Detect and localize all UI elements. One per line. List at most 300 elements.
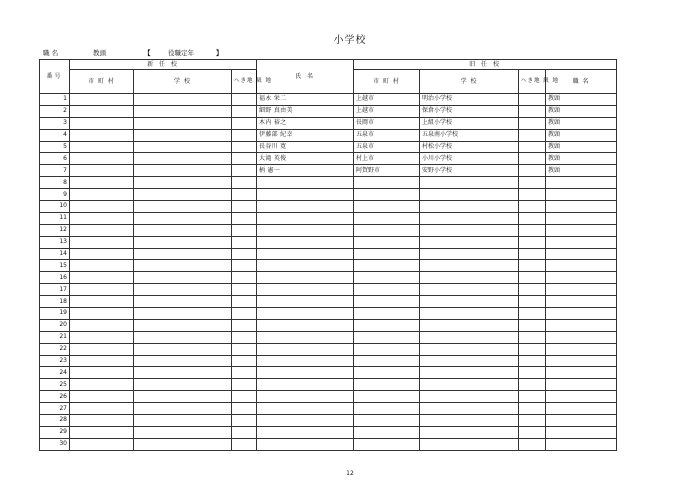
old-school-cell	[420, 391, 519, 403]
old-position-cell	[546, 438, 617, 450]
old-remote-cell	[519, 355, 546, 367]
new-city-cell	[70, 224, 134, 236]
row-number: 18	[40, 296, 70, 308]
old-city-cell	[354, 177, 420, 189]
new-city-cell	[70, 308, 134, 320]
row-number: 25	[40, 379, 70, 391]
row-number: 19	[40, 308, 70, 320]
page-title: 小学校	[333, 35, 367, 46]
header-old-group: 旧 任 校	[354, 60, 617, 70]
new-remote-cell	[232, 343, 257, 355]
old-position-cell	[546, 379, 617, 391]
old-remote-cell	[519, 391, 546, 403]
old-city-cell	[354, 415, 420, 427]
old-position-cell	[546, 224, 617, 236]
name-cell	[257, 403, 354, 415]
bracket-close: 】	[216, 49, 223, 57]
old-city-cell	[354, 260, 420, 272]
header-old-city: 市 町 村	[354, 70, 420, 94]
new-remote-cell	[232, 141, 257, 153]
old-position-cell	[546, 403, 617, 415]
table-row	[40, 296, 617, 308]
table-row	[40, 343, 617, 355]
new-remote-cell	[232, 379, 257, 391]
new-city-cell	[70, 189, 134, 201]
new-remote-cell	[232, 426, 257, 438]
old-school-cell	[420, 177, 519, 189]
old-school-cell: 上組小学校	[420, 117, 519, 129]
old-remote-cell	[519, 331, 546, 343]
new-remote-cell	[232, 153, 257, 165]
new-city-cell	[70, 438, 134, 450]
new-city-cell	[70, 201, 134, 213]
name-cell	[257, 391, 354, 403]
old-city-cell	[354, 272, 420, 284]
row-number: 5	[40, 141, 70, 153]
old-position-cell	[546, 260, 617, 272]
name-cell: 木内 裕之	[257, 117, 354, 129]
row-number: 2	[40, 105, 70, 117]
new-remote-cell	[232, 165, 257, 177]
old-city-cell	[354, 355, 420, 367]
old-school-cell	[420, 403, 519, 415]
name-cell	[257, 343, 354, 355]
name-cell: 柄 憲一	[257, 165, 354, 177]
old-remote-cell	[519, 426, 546, 438]
old-position-cell	[546, 177, 617, 189]
name-cell	[257, 272, 354, 284]
table-row	[40, 272, 617, 284]
old-remote-cell	[519, 415, 546, 427]
old-remote-cell	[519, 129, 546, 141]
table-row	[40, 212, 617, 224]
new-city-cell	[70, 94, 134, 106]
new-school-cell	[134, 94, 232, 106]
old-school-cell	[420, 272, 519, 284]
row-number: 20	[40, 319, 70, 331]
old-position-cell	[546, 426, 617, 438]
table-row	[40, 331, 617, 343]
old-school-cell	[420, 367, 519, 379]
old-position-cell	[546, 391, 617, 403]
old-remote-cell	[519, 224, 546, 236]
new-school-cell	[134, 355, 232, 367]
table-row	[40, 355, 617, 367]
old-position-cell	[546, 284, 617, 296]
old-remote-cell	[519, 308, 546, 320]
old-school-cell: 安野小学校	[420, 165, 519, 177]
old-city-cell	[354, 212, 420, 224]
old-school-cell: 明治小学校	[420, 94, 519, 106]
new-school-cell	[134, 212, 232, 224]
old-position-cell	[546, 367, 617, 379]
new-remote-cell	[232, 319, 257, 331]
old-remote-cell	[519, 117, 546, 129]
new-remote-cell	[232, 415, 257, 427]
new-remote-cell	[232, 438, 257, 450]
new-remote-cell	[232, 355, 257, 367]
new-city-cell	[70, 331, 134, 343]
old-position-cell: 教頭	[546, 165, 617, 177]
old-city-cell: 五泉市	[354, 129, 420, 141]
old-city-cell	[354, 284, 420, 296]
old-remote-cell	[519, 165, 546, 177]
old-position-cell	[546, 201, 617, 213]
new-school-cell	[134, 153, 232, 165]
page-number: 12	[346, 470, 354, 477]
row-number: 9	[40, 189, 70, 201]
new-remote-cell	[232, 260, 257, 272]
new-remote-cell	[232, 129, 257, 141]
old-city-cell: 上越市	[354, 105, 420, 117]
new-city-cell	[70, 141, 134, 153]
table-row	[40, 153, 617, 165]
table-row	[40, 308, 617, 320]
old-remote-cell	[519, 438, 546, 450]
old-position-cell: 教頭	[546, 105, 617, 117]
new-school-cell	[134, 224, 232, 236]
position-value: 教頭	[93, 49, 106, 57]
old-school-cell	[420, 355, 519, 367]
new-city-cell	[70, 284, 134, 296]
old-position-cell: 教頭	[546, 153, 617, 165]
old-remote-cell	[519, 236, 546, 248]
old-position-cell	[546, 272, 617, 284]
new-city-cell	[70, 236, 134, 248]
table-row	[40, 177, 617, 189]
row-number: 27	[40, 403, 70, 415]
new-city-cell	[70, 260, 134, 272]
old-school-cell: 村松小学校	[420, 141, 519, 153]
table-row	[40, 367, 617, 379]
old-position-cell: 教頭	[546, 94, 617, 106]
row-number: 22	[40, 343, 70, 355]
new-school-cell	[134, 331, 232, 343]
table-row	[40, 94, 617, 106]
old-position-cell	[546, 248, 617, 260]
new-school-cell	[134, 391, 232, 403]
new-city-cell	[70, 165, 134, 177]
new-remote-cell	[232, 272, 257, 284]
old-school-cell	[420, 284, 519, 296]
name-cell	[257, 331, 354, 343]
new-remote-cell	[232, 117, 257, 129]
old-city-cell	[354, 319, 420, 331]
header-old-remote: へき地 級 地	[519, 70, 546, 94]
old-city-cell	[354, 379, 420, 391]
new-school-cell	[134, 248, 232, 260]
old-school-cell	[420, 415, 519, 427]
old-remote-cell	[519, 296, 546, 308]
new-city-cell	[70, 272, 134, 284]
header-new-school: 学 校	[134, 70, 232, 94]
table-row	[40, 379, 617, 391]
new-school-cell	[134, 117, 232, 129]
old-position-cell	[546, 212, 617, 224]
name-cell	[257, 224, 354, 236]
name-cell	[257, 296, 354, 308]
new-remote-cell	[232, 391, 257, 403]
new-city-cell	[70, 105, 134, 117]
row-number: 17	[40, 284, 70, 296]
old-position-cell	[546, 415, 617, 427]
old-city-cell: 上越市	[354, 94, 420, 106]
old-remote-cell	[519, 212, 546, 224]
new-remote-cell	[232, 177, 257, 189]
new-school-cell	[134, 319, 232, 331]
new-school-cell	[134, 308, 232, 320]
old-city-cell	[354, 296, 420, 308]
name-cell	[257, 367, 354, 379]
row-number: 29	[40, 426, 70, 438]
position-label: 職 名	[43, 49, 59, 57]
new-remote-cell	[232, 189, 257, 201]
old-city-cell	[354, 224, 420, 236]
old-school-cell	[420, 438, 519, 450]
name-cell	[257, 212, 354, 224]
new-school-cell	[134, 201, 232, 213]
new-school-cell	[134, 296, 232, 308]
table-row	[40, 165, 617, 177]
old-remote-cell	[519, 403, 546, 415]
new-remote-cell	[232, 248, 257, 260]
table-row	[40, 201, 617, 213]
old-school-cell	[420, 379, 519, 391]
name-cell	[257, 236, 354, 248]
new-remote-cell	[232, 296, 257, 308]
old-city-cell	[354, 367, 420, 379]
new-school-cell	[134, 415, 232, 427]
new-school-cell	[134, 189, 232, 201]
old-position-cell	[546, 319, 617, 331]
table-row	[40, 260, 617, 272]
transfer-table	[39, 59, 617, 451]
new-remote-cell	[232, 94, 257, 106]
old-school-cell	[420, 296, 519, 308]
new-city-cell	[70, 129, 134, 141]
new-city-cell	[70, 426, 134, 438]
old-remote-cell	[519, 343, 546, 355]
name-cell	[257, 177, 354, 189]
old-remote-cell	[519, 94, 546, 106]
old-city-cell	[354, 343, 420, 355]
table-row	[40, 391, 617, 403]
new-city-cell	[70, 212, 134, 224]
new-remote-cell	[232, 331, 257, 343]
new-remote-cell	[232, 367, 257, 379]
header-no: 番号	[40, 60, 70, 94]
old-position-cell	[546, 189, 617, 201]
table-row	[40, 236, 617, 248]
table-row	[40, 224, 617, 236]
old-position-cell	[546, 296, 617, 308]
old-city-cell	[354, 201, 420, 213]
old-remote-cell	[519, 272, 546, 284]
new-city-cell	[70, 403, 134, 415]
new-school-cell	[134, 129, 232, 141]
row-number: 24	[40, 367, 70, 379]
new-city-cell	[70, 248, 134, 260]
table-row	[40, 415, 617, 427]
old-school-cell	[420, 189, 519, 201]
table-row	[40, 284, 617, 296]
new-remote-cell	[232, 224, 257, 236]
name-cell	[257, 319, 354, 331]
old-school-cell	[420, 260, 519, 272]
new-city-cell	[70, 355, 134, 367]
header-name: 氏 名	[257, 60, 354, 94]
row-number: 26	[40, 391, 70, 403]
new-remote-cell	[232, 308, 257, 320]
new-city-cell	[70, 367, 134, 379]
old-city-cell	[354, 438, 420, 450]
name-cell	[257, 426, 354, 438]
old-school-cell	[420, 319, 519, 331]
old-school-cell	[420, 331, 519, 343]
table-row	[40, 117, 617, 129]
old-remote-cell	[519, 284, 546, 296]
row-number: 14	[40, 248, 70, 260]
header-old-school: 学 校	[420, 70, 519, 94]
row-number: 13	[40, 236, 70, 248]
table-row	[40, 403, 617, 415]
row-number: 4	[40, 129, 70, 141]
table-row	[40, 248, 617, 260]
table-row	[40, 189, 617, 201]
new-city-cell	[70, 343, 134, 355]
row-number: 7	[40, 165, 70, 177]
old-city-cell: 村上市	[354, 153, 420, 165]
row-number: 23	[40, 355, 70, 367]
new-school-cell	[134, 367, 232, 379]
old-school-cell	[420, 236, 519, 248]
name-cell: 大滝 英俊	[257, 153, 354, 165]
new-school-cell	[134, 438, 232, 450]
new-remote-cell	[232, 105, 257, 117]
new-remote-cell	[232, 284, 257, 296]
old-city-cell: 長岡市	[354, 117, 420, 129]
name-cell	[257, 415, 354, 427]
new-city-cell	[70, 391, 134, 403]
name-cell	[257, 201, 354, 213]
name-cell: 福永 栄二	[257, 94, 354, 106]
table-row	[40, 319, 617, 331]
new-school-cell	[134, 165, 232, 177]
new-city-cell	[70, 153, 134, 165]
old-position-cell: 教頭	[546, 117, 617, 129]
old-position-cell: 教頭	[546, 129, 617, 141]
row-number: 6	[40, 153, 70, 165]
old-city-cell: 五泉市	[354, 141, 420, 153]
bracket-open: 【	[144, 49, 151, 57]
old-school-cell	[420, 308, 519, 320]
row-number: 1	[40, 94, 70, 106]
new-school-cell	[134, 343, 232, 355]
old-position-cell	[546, 343, 617, 355]
table-row	[40, 426, 617, 438]
old-school-cell	[420, 248, 519, 260]
row-number: 12	[40, 224, 70, 236]
old-city-cell	[354, 331, 420, 343]
new-remote-cell	[232, 236, 257, 248]
old-position-cell	[546, 331, 617, 343]
old-school-cell	[420, 224, 519, 236]
old-remote-cell	[519, 260, 546, 272]
old-city-cell	[354, 403, 420, 415]
row-number: 15	[40, 260, 70, 272]
old-school-cell	[420, 426, 519, 438]
old-school-cell: 五泉南小学校	[420, 129, 519, 141]
new-city-cell	[70, 296, 134, 308]
old-remote-cell	[519, 177, 546, 189]
old-city-cell	[354, 391, 420, 403]
old-position-cell	[546, 308, 617, 320]
new-city-cell	[70, 379, 134, 391]
header-new-city: 市 町 村	[70, 70, 134, 94]
old-remote-cell	[519, 141, 546, 153]
name-cell	[257, 248, 354, 260]
new-city-cell	[70, 319, 134, 331]
new-remote-cell	[232, 201, 257, 213]
row-number: 16	[40, 272, 70, 284]
new-school-cell	[134, 403, 232, 415]
old-position-cell	[546, 236, 617, 248]
old-city-cell	[354, 248, 420, 260]
new-school-cell	[134, 141, 232, 153]
row-number: 21	[40, 331, 70, 343]
old-school-cell	[420, 201, 519, 213]
old-remote-cell	[519, 248, 546, 260]
new-school-cell	[134, 105, 232, 117]
old-remote-cell	[519, 201, 546, 213]
old-city-cell	[354, 236, 420, 248]
name-cell	[257, 355, 354, 367]
new-remote-cell	[232, 212, 257, 224]
row-number: 11	[40, 212, 70, 224]
row-number: 28	[40, 415, 70, 427]
old-position-cell: 教頭	[546, 141, 617, 153]
header-old-position: 職 名	[546, 70, 617, 94]
new-remote-cell	[232, 403, 257, 415]
name-cell	[257, 379, 354, 391]
retirement-note: 役職定年	[168, 49, 194, 57]
name-cell	[257, 308, 354, 320]
new-school-cell	[134, 379, 232, 391]
old-school-cell: 小川小学校	[420, 153, 519, 165]
old-city-cell	[354, 426, 420, 438]
new-school-cell	[134, 177, 232, 189]
old-remote-cell	[519, 153, 546, 165]
table-row	[40, 105, 617, 117]
name-cell: 伊藤部 紀幸	[257, 129, 354, 141]
old-remote-cell	[519, 379, 546, 391]
table-row	[40, 438, 617, 450]
row-number: 3	[40, 117, 70, 129]
name-cell	[257, 284, 354, 296]
old-remote-cell	[519, 319, 546, 331]
new-school-cell	[134, 236, 232, 248]
new-school-cell	[134, 260, 232, 272]
name-cell	[257, 260, 354, 272]
old-position-cell	[546, 355, 617, 367]
new-city-cell	[70, 117, 134, 129]
row-number: 10	[40, 201, 70, 213]
row-number: 30	[40, 438, 70, 450]
header-new-group: 新 任 校	[70, 60, 257, 70]
old-city-cell	[354, 189, 420, 201]
old-school-cell	[420, 343, 519, 355]
table-row	[40, 129, 617, 141]
